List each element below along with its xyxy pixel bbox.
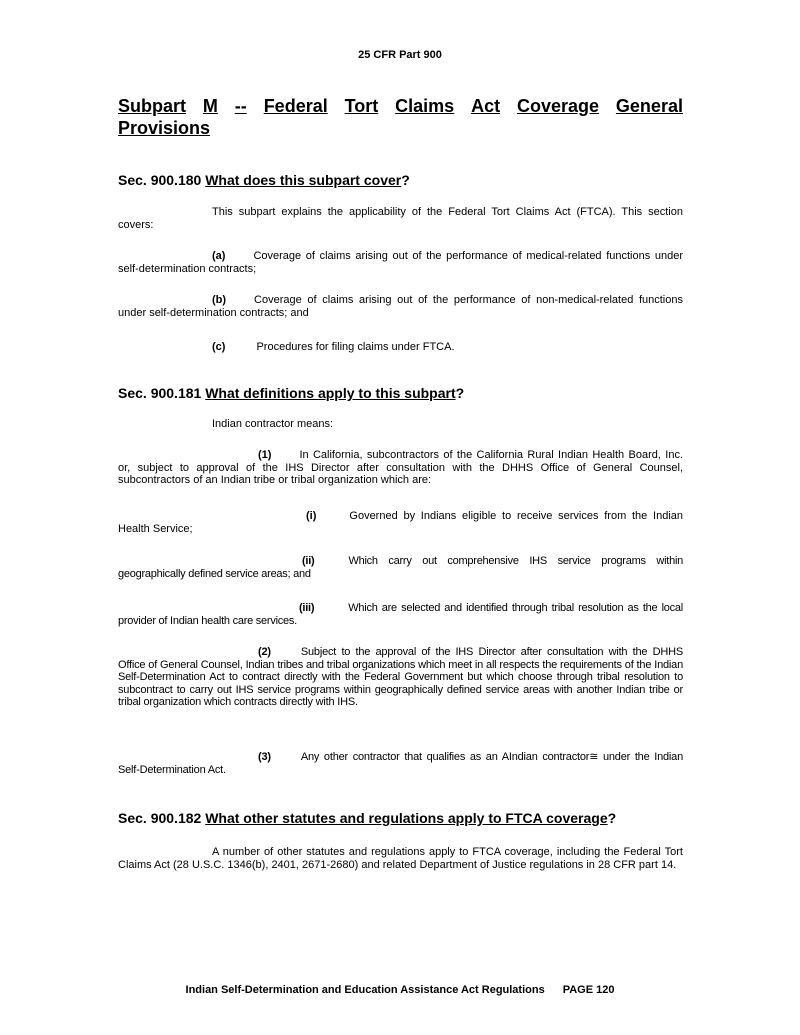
subpart-word: Federal (263, 96, 328, 116)
section-number: Sec. 900.181 (118, 385, 202, 401)
item-text: In California, subcontractors of the California Rural Indian Health Board, Inc. or, subject to approval of the IHS Director after consultation with the DHHS Office of General Counsel, subcontractors of an Indian tribe or tribal organization which are: (118, 449, 683, 486)
subpart-title (118, 95, 683, 139)
item-text: Coverage of claims arising out of the performance of medical-related functions under self-determination contracts; (118, 250, 683, 275)
section-number: Sec. 900.182 (118, 810, 202, 826)
section-heading-900-181 (118, 384, 698, 402)
definition-paragraph-2 (118, 646, 683, 709)
item-label: (a) (212, 250, 226, 262)
item-text: Governed by Indians eligible to receive services from the Indian Health Service; (118, 510, 683, 535)
section-title-punct: ? (455, 385, 465, 401)
subpart-word: Coverage (516, 96, 600, 116)
definition-subitem (118, 555, 683, 580)
item-label: (c) (212, 341, 226, 353)
page-footer (0, 984, 800, 996)
subpart-word: Claims (395, 96, 455, 116)
subpart-word: General (615, 96, 683, 116)
item-label: (i) (306, 510, 317, 522)
definition-subitem (118, 602, 683, 627)
item-label: (3) (258, 751, 271, 763)
footer-title: Indian Self-Determination and Education Assistance Act Regulations (185, 984, 545, 996)
definition-paragraph-3 (118, 751, 683, 776)
subpart-dash: -- (234, 96, 247, 116)
subpart-word: Tort (344, 96, 379, 116)
subpart-title-line2: Provisions (118, 118, 211, 138)
section-text: A number of other statutes and regulations apply to FTCA coverage, including the Federal Tort Claims Act (28 U.S.C. 1346(b), 2401, 2671-2680) and related Department of Justice regulations in 28 CFR part 14. (118, 846, 683, 871)
subpart-letter: M (202, 96, 218, 116)
item-text: Subject to the approval of the IHS Director after consultation with the DHHS Office of General Counsel, Indian tribes and tribal organizations which meet in all respects the requirements of the Indian Self-Determination Act to contract directly with the Federal Government but which choose through tribal resolution to subcontract to carry out IHS service programs within geographically defined service areas with another Indian tribe or tribal organization which contracts directly with IHS. (118, 646, 683, 708)
list-item (118, 294, 683, 319)
section-number: Sec. 900.180 (118, 172, 202, 188)
subpart-label: Subpart (118, 96, 187, 116)
definition-paragraph-1 (118, 449, 683, 487)
section-title: What other statutes and regulations apply to FTCA coverage (205, 810, 608, 826)
item-label: (2) (258, 646, 271, 658)
item-label: (ii) (302, 555, 315, 567)
section-heading-900-180 (118, 171, 698, 189)
section-intro: This subpart explains the applicability of the Federal Tort Claims Act (FTCA). This section covers: (118, 206, 683, 231)
list-item (118, 341, 683, 354)
item-text: Any other contractor that qualifies as an AIndian contractor≅ under the Indian Self-Determination Act. (118, 751, 683, 776)
section-title: What definitions apply to this subpart (205, 385, 456, 401)
definition-subitem (118, 510, 683, 535)
list-item (118, 250, 683, 275)
page-number: PAGE 120 (562, 984, 615, 996)
item-text: Procedures for filing claims under FTCA. (256, 341, 455, 353)
subpart-word: Act (471, 96, 501, 116)
item-label: (b) (212, 294, 227, 306)
item-text: Which are selected and identified through tribal resolution as the local provider of Indian health care services. (118, 602, 683, 627)
item-text: Which carry out comprehensive IHS service programs within geographically defined service areas; and (118, 555, 683, 580)
item-label: (iii) (299, 602, 315, 614)
definition-intro: Indian contractor means: (212, 418, 334, 430)
section-title-punct: ? (607, 810, 617, 826)
section-title: What does this subpart cover (205, 172, 402, 188)
section-heading-900-182 (118, 809, 698, 827)
item-label: (1) (258, 449, 272, 461)
page-header: 25 CFR Part 900 (358, 49, 442, 61)
item-text: Coverage of claims arising out of the performance of non-medical-related functions under self-determination contracts; and (118, 294, 683, 319)
section-title-punct: ? (401, 172, 410, 188)
